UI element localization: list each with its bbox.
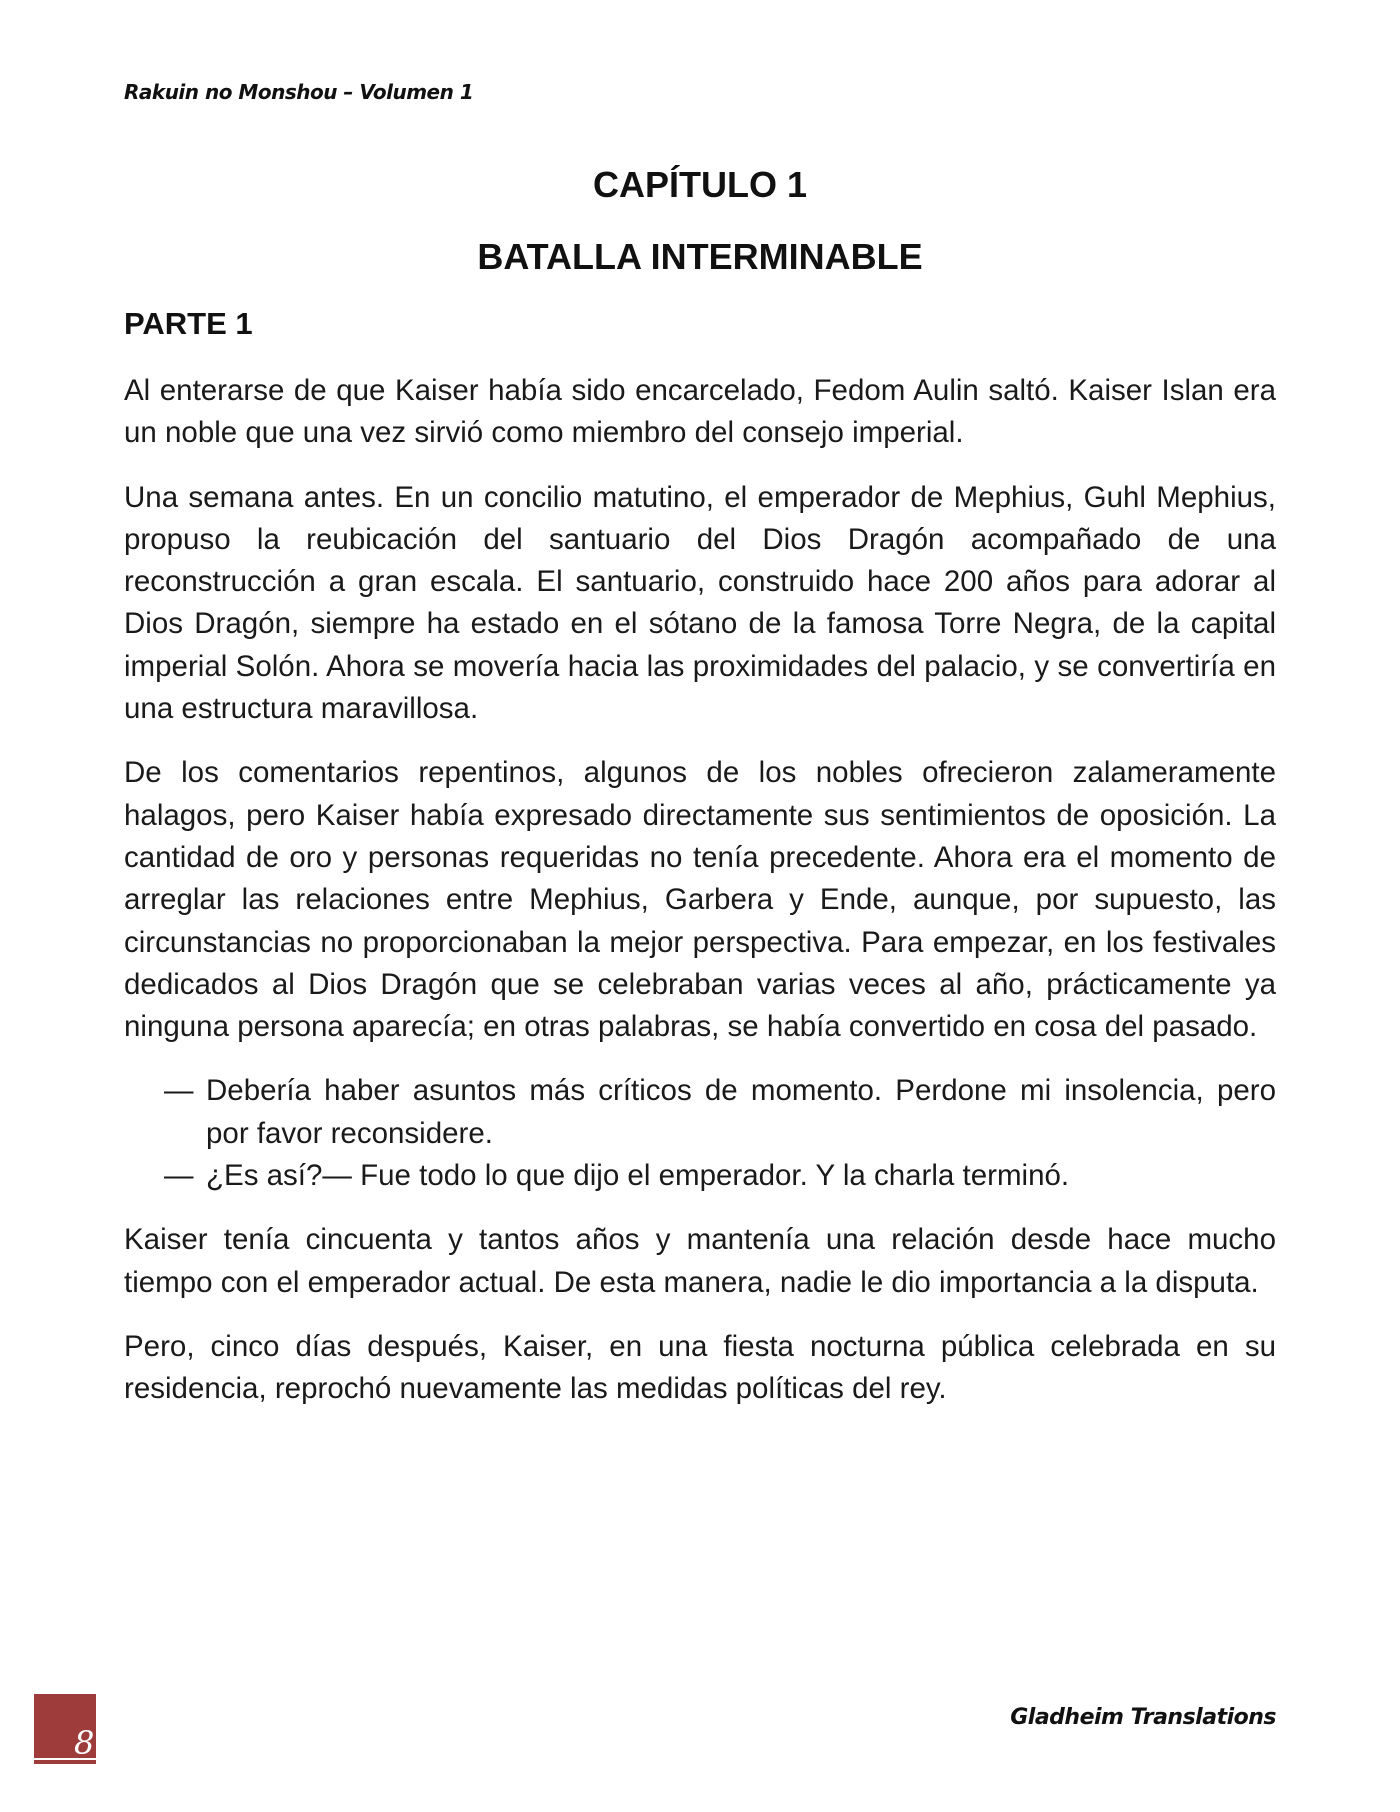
dialogue-block <box>124 1070 1276 1197</box>
paragraph: Kaiser tenía cincuenta y tantos años y mantenía una relación desde hace mucho tiempo con el emperador actual. De esta manera, nadie le dio importancia a la disputa. <box>124 1223 1276 1299</box>
part-heading: PARTE 1 <box>124 306 253 341</box>
footer-credit: Gladheim Translations <box>1010 1705 1276 1730</box>
paragraph: Una semana antes. En un concilio matutino, el emperador de Mephius, Guhl Mephius, propuso la reubicación del santuario del Dios Dragón acompañado de una reconstrucción a gran escala. El santuario, construido hace 200 años para adorar al Dios Dragón, siempre ha estado en el sótano de la famosa Torre Negra, de la capital imperial Solón. Ahora se movería hacia las proximidades del palacio, y se convertiría en una estructura maravillosa. <box>124 480 1276 726</box>
dialogue-line <box>124 1155 1276 1197</box>
paragraph: Pero, cinco días después, Kaiser, en una fiesta nocturna pública celebrada en su residencia, reprochó nuevamente las medidas políticas del rey. <box>124 1329 1276 1406</box>
dialogue-text: ¿Es así?— Fue todo lo que dijo el emperador. Y la charla terminó. <box>206 1159 1070 1193</box>
chapter-title: BATALLA INTERMINABLE <box>477 236 923 277</box>
running-header: Rakuin no Monshou – Volumen 1 <box>124 80 474 104</box>
paragraph: Al enterarse de que Kaiser había sido encarcelado, Fedom Aulin saltó. Kaiser Islan era un noble que una vez sirvió como miembro del consejo imperial. <box>124 374 1276 450</box>
dialogue-dash: — <box>164 1074 194 1108</box>
paragraph: De los comentarios repentinos, algunos de los nobles ofrecieron zalameramente halagos, pero Kaiser había expresado directamente sus sentimientos de oposición. La cantidad de oro y personas requeridas no tenía precedente. Ahora era el momento de arreglar las relaciones entre Mephius, Garbera y Ende, aunque, por supuesto, las circunstancias no proporcionaban la mejor perspectiva. Para empezar, en los festivales dedicados al Dios Dragón que se celebraban varias veces al año, prácticamente ya ninguna persona aparecía; en otras palabras, se había convertido en cosa del pasado. <box>124 756 1276 1044</box>
dialogue-text: Debería haber asuntos más críticos de momento. Perdone mi insolencia, pero por favor reconsidere. <box>206 1074 1276 1150</box>
page-number: 8 <box>74 1724 95 1762</box>
dialogue-line <box>124 1070 1276 1155</box>
dialogue-dash: — <box>164 1159 194 1193</box>
chapter-number: CAPÍTULO 1 <box>592 164 807 205</box>
body-text <box>124 370 1276 1433</box>
